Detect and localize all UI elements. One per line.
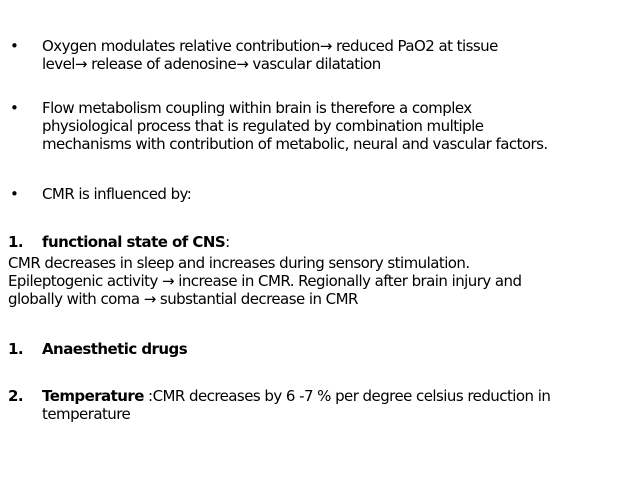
item-text — [42, 233, 230, 251]
bullet-marker: • — [10, 99, 19, 117]
paragraph-line: Epileptogenic activity → increase in CMR. Regionally after brain injury and — [8, 272, 522, 290]
bullet-marker: • — [10, 37, 19, 55]
paragraph-line: globally with coma → substantial decrease in CMR — [8, 290, 358, 308]
bullet-line: CMR is influenced by: — [42, 185, 192, 203]
item-label: Anaesthetic drugs — [42, 340, 188, 358]
bullet-marker: • — [10, 185, 19, 203]
paragraph-line: CMR decreases in sleep and increases during sensory stimulation. — [8, 254, 470, 272]
item-text-line: temperature — [42, 405, 131, 423]
bullet-text — [42, 37, 498, 73]
cns-paragraph — [8, 254, 521, 308]
item-number: 1. — [8, 233, 24, 251]
bullet-line: level→ release of adenosine→ vascular dilatation — [42, 55, 381, 73]
bullet-text — [42, 99, 548, 153]
item-text — [42, 387, 550, 423]
item-label: functional state of CNS — [42, 233, 226, 251]
bullet-text — [42, 185, 191, 203]
item-number: 1. — [8, 340, 24, 358]
bullet-line: Oxygen modulates relative contribution→ reduced PaO2 at tissue — [42, 37, 498, 55]
bullet-line: mechanisms with contribution of metabolic, neural and vascular factors. — [42, 135, 548, 153]
bullet-line: Flow metabolism coupling within brain is therefore a complex — [42, 99, 472, 117]
item-label: Temperature — [42, 387, 144, 405]
item-suffix: : — [225, 233, 230, 251]
item-text-line: :CMR decreases by 6 -7 % per degree celsius reduction in — [143, 387, 551, 405]
item-number: 2. — [8, 387, 24, 405]
bullet-line: physiological process that is regulated by combination multiple — [42, 117, 484, 135]
